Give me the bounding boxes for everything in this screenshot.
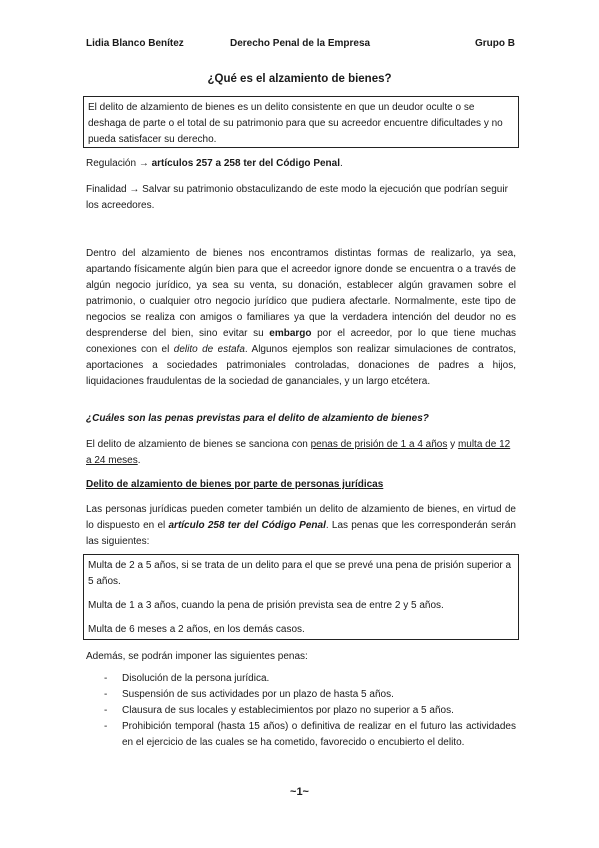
list-item: - Suspensión de sus actividades por un plazo de hasta 5 años. — [102, 687, 516, 703]
multas-box — [83, 554, 519, 640]
finalidad-label: Finalidad → — [86, 184, 143, 195]
formas-embargo: embargo — [269, 328, 312, 339]
penas-question — [86, 411, 516, 427]
juridicas-pre: Las personas jurídicas pueden cometer también un delito de alzamiento de bienes, en virtud de lo dispuesto en el — [86, 504, 516, 531]
additional-penalties-list — [102, 671, 516, 751]
multa-item-2: Multa de 1 a 3 años, cuando la pena de prisión prevista sea de entre 2 y 5 años. — [88, 600, 444, 611]
penas-multa: multa de 12 a 24 meses — [86, 439, 511, 466]
juridicas-articulo: artículo 258 ter del Código Penal — [168, 520, 326, 531]
formas-part3: . Algunos ejemplos son realizar simulaciones de contratos, aportaciones a sociedades patrimoniales controladas, donaciones de padres a hijos, liquidaciones fraudulentas de la sociedad de gananciales, y un largo etcétera. — [86, 344, 516, 387]
regulacion-line — [86, 156, 516, 172]
page-title: ¿Qué es el alzamiento de bienes? — [207, 73, 392, 85]
header-group: Grupo B — [475, 38, 515, 49]
penas-mid: y — [447, 439, 458, 450]
header-author: Lidia Blanco Benítez — [86, 38, 184, 49]
formas-estafa: delito de estafa — [173, 344, 245, 355]
finalidad-paragraph — [86, 182, 516, 214]
regulacion-value: artículos 257 a 258 ter del Código Penal — [151, 158, 340, 169]
penas-question-text: ¿Cuáles son las penas previstas para el delito de alzamiento de bienes? — [86, 413, 429, 424]
formas-paragraph — [86, 246, 516, 390]
regulacion-label: Regulación → — [86, 158, 152, 169]
multa-item-1: Multa de 2 a 5 años, si se trata de un delito para el que se prevé una pena de prisión superior a 5 años. — [88, 560, 512, 587]
multa-item-3: Multa de 6 meses a 2 años, en los demás casos. — [88, 624, 305, 635]
penas-end: . — [137, 455, 141, 466]
list-item: - Clausura de sus locales y establecimientos por plazo no superior a 5 años. — [102, 703, 516, 719]
formas-part1: Dentro del alzamiento de bienes nos encontramos distintas formas de realizarlo, ya sea, apartando físicamente algún bien para que el acreedor ignore donde se encuentra o a través de algún negocio jurídico, ya sea su venta, su donación, establecer algún gravamen sobre el patrimonio, o cualquier otro negocio jurídico que pudiera afectarle. Normalmente, este tipo de negocios se realiza con amigos o familiares ya que la verdadera intención del deudor no es desprenderse del bien, sino evitar su — [86, 248, 516, 339]
juridicas-paragraph — [86, 502, 516, 550]
ademas-text: Además, se podrán imponer las siguientes penas: — [86, 651, 308, 662]
penas-prision: penas de prisión de 1 a 4 años — [310, 439, 448, 450]
regulacion-end: . — [340, 158, 343, 169]
juridicas-heading-text: Delito de alzamiento de bienes por parte de personas jurídicas — [86, 479, 384, 490]
finalidad-value: Salvar su patrimonio obstaculizando de este modo la ejecución que podrían seguir los acreedores. — [86, 184, 508, 211]
formas-part2: por el acreedor, por lo que tiene muchas conexiones con el — [86, 328, 517, 355]
penas-pre: El delito de alzamiento de bienes se sanciona con — [86, 439, 311, 450]
page-number: ~1~ — [290, 786, 309, 798]
juridicas-post: . Las penas que les corresponderán serán las siguientes: — [86, 520, 516, 547]
header-course: Derecho Penal de la Empresa — [230, 38, 371, 49]
definition-text: El delito de alzamiento de bienes es un delito consistente en que un deudor oculte o se deshaga de parte o el total de su patrimonio para que su acreedor encuentre dificultades y no pueda satisfacer su derecho. — [88, 102, 503, 145]
list-item: - Prohibición temporal (hasta 15 años) o definitiva de realizar en el futuro las actividades en el ejercicio de las cuales se ha cometido, favorecido o encubierto el delito. — [102, 719, 516, 751]
ademas-line — [86, 649, 516, 665]
definition-box — [83, 96, 519, 148]
juridicas-heading — [86, 477, 516, 493]
list-item: - Disolución de la persona jurídica. — [102, 671, 516, 687]
penas-paragraph — [86, 437, 516, 469]
